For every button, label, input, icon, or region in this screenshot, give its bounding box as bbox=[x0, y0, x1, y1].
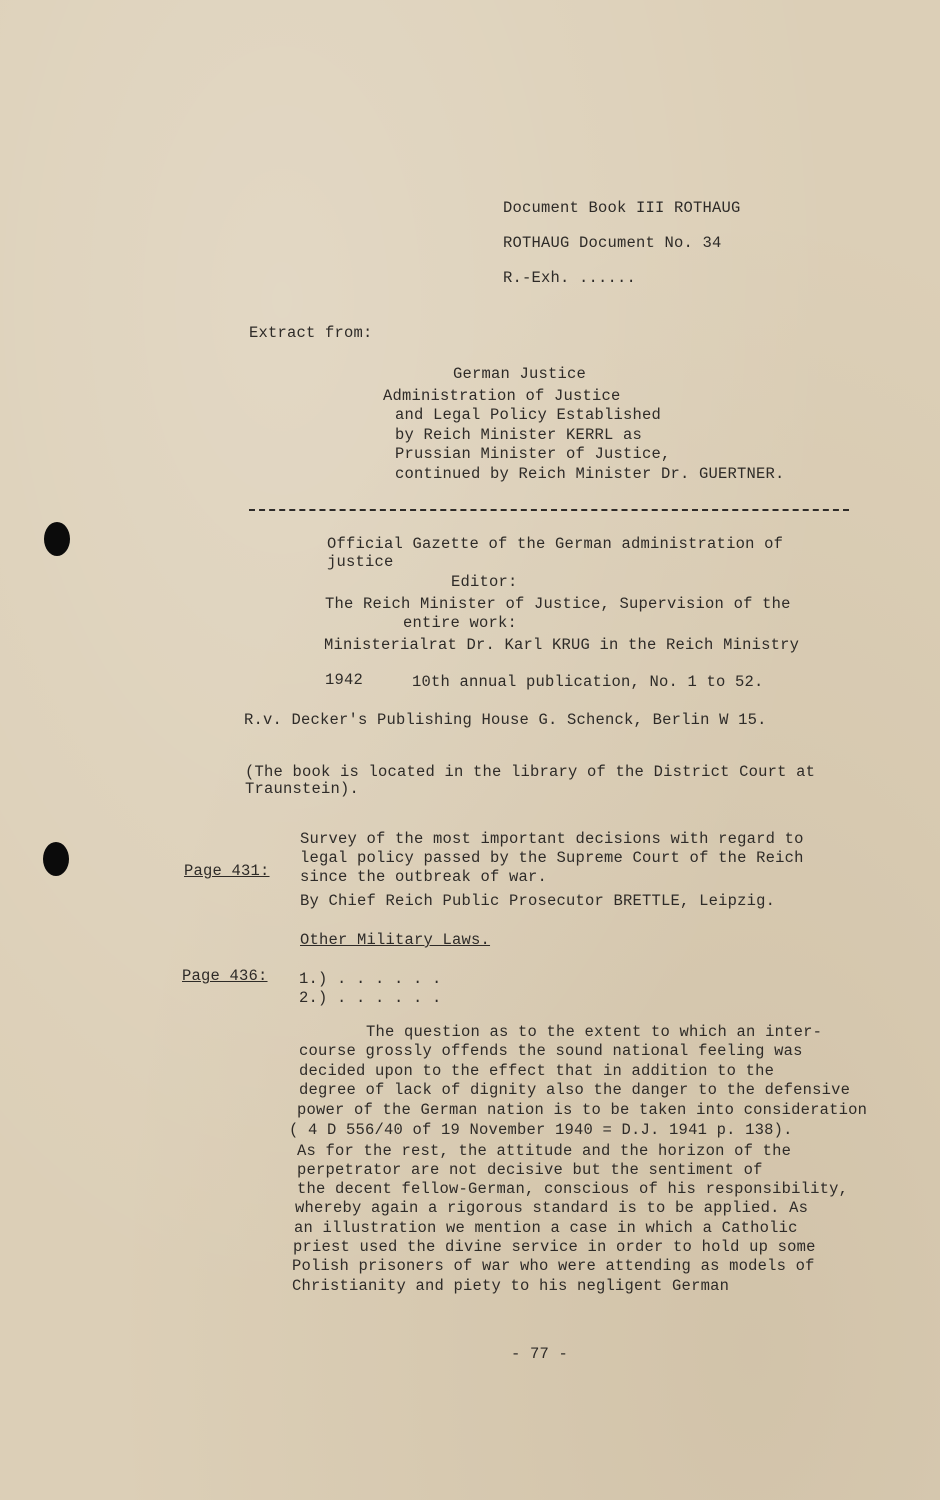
gazette-title-line: Official Gazette of the German administration of bbox=[327, 535, 784, 553]
list-item: 1.) . . . . . . bbox=[299, 970, 442, 988]
editor-line: Ministerialrat Dr. Karl KRUG in the Reich Ministry bbox=[324, 636, 800, 654]
survey-line: Survey of the most important decisions with regard to bbox=[300, 830, 804, 848]
publisher-line: R.v. Decker's Publishing House G. Schenck, Berlin W 15. bbox=[244, 711, 767, 729]
survey-line: since the outbreak of war. bbox=[300, 868, 548, 886]
body-line: perpetrator are not decisive but the sentiment of bbox=[297, 1161, 763, 1179]
punch-hole bbox=[43, 842, 69, 876]
body-line: Christianity and piety to his negligent German bbox=[292, 1277, 730, 1295]
editor-label: Editor: bbox=[451, 573, 518, 591]
body-line: ( 4 D 556/40 of 19 November 1940 = D.J. 1941 p. 138). bbox=[289, 1121, 793, 1139]
body-line: an illustration we mention a case in which a Catholic bbox=[294, 1219, 798, 1237]
location-note-line: (The book is located in the library of the District Court at bbox=[245, 763, 816, 781]
body-line: whereby again a rigorous standard is to be applied. As bbox=[295, 1199, 809, 1217]
page-number: - 77 - bbox=[511, 1345, 569, 1363]
section-heading: Other Military Laws. bbox=[300, 931, 491, 949]
body-line: power of the German nation is to be taken into consideration bbox=[297, 1101, 868, 1119]
publication-details: 10th annual publication, No. 1 to 52. bbox=[412, 673, 764, 691]
header-book-line: Document Book III ROTHAUG bbox=[503, 199, 741, 217]
body-line: the decent fellow-German, conscious of his responsibility, bbox=[297, 1180, 849, 1198]
source-title: German Justice bbox=[453, 365, 587, 383]
separator-rule bbox=[249, 509, 849, 511]
header-document-number: ROTHAUG Document No. 34 bbox=[503, 234, 722, 252]
body-line: Polish prisoners of war who were attending as models of bbox=[292, 1257, 815, 1275]
header-exhibit: R.-Exh. ...... bbox=[503, 269, 637, 287]
source-line: Prussian Minister of Justice, bbox=[395, 445, 671, 463]
source-line: Administration of Justice bbox=[383, 387, 621, 405]
body-line: The question as to the extent to which an inter- bbox=[366, 1023, 823, 1041]
body-line: course grossly offends the sound national feeling was bbox=[299, 1042, 803, 1060]
body-line: As for the rest, the attitude and the horizon of the bbox=[297, 1142, 792, 1160]
source-line: continued by Reich Minister Dr. GUERTNER. bbox=[395, 465, 785, 483]
source-line: and Legal Policy Established bbox=[395, 406, 662, 424]
editor-line: The Reich Minister of Justice, Supervision of the bbox=[325, 595, 791, 613]
page-436-label: Page 436: bbox=[182, 967, 268, 985]
body-line: degree of lack of dignity also the danger to the defensive bbox=[299, 1081, 851, 1099]
editor-line: entire work: bbox=[403, 614, 518, 632]
source-line: by Reich Minister KERRL as bbox=[395, 426, 643, 444]
publication-year: 1942 bbox=[325, 671, 364, 689]
body-line: priest used the divine service in order to hold up some bbox=[293, 1238, 816, 1256]
page-431-label: Page 431: bbox=[184, 862, 270, 880]
survey-line: legal policy passed by the Supreme Court of the Reich bbox=[300, 849, 804, 867]
gazette-title-line: justice bbox=[327, 553, 394, 571]
survey-author: By Chief Reich Public Prosecutor BRETTLE, Leipzig. bbox=[300, 892, 776, 910]
location-note-line: Traunstein). bbox=[245, 780, 360, 798]
list-item: 2.) . . . . . . bbox=[299, 989, 442, 1007]
extract-label: Extract from: bbox=[249, 324, 373, 342]
punch-hole bbox=[44, 522, 70, 556]
body-line: decided upon to the effect that in addition to the bbox=[299, 1062, 775, 1080]
